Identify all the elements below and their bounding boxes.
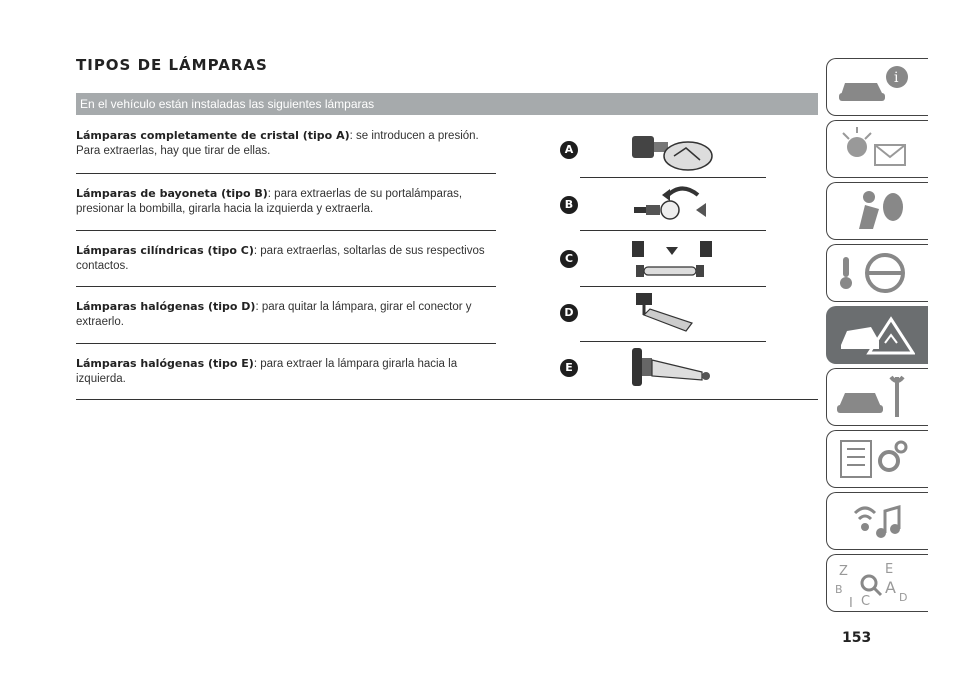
page-number: 153 xyxy=(842,630,872,646)
steering-wheel-icon xyxy=(835,251,915,295)
section-banner xyxy=(76,93,818,115)
entry-term: Lámparas completamente de cristal (tipo A) xyxy=(76,129,350,142)
tab-emergency[interactable] xyxy=(826,306,928,364)
car-info-icon xyxy=(835,65,915,109)
divider xyxy=(76,286,496,287)
svg-text:E: E xyxy=(885,562,894,577)
badge-b: B xyxy=(560,196,578,214)
car-emergency-icon xyxy=(835,313,915,357)
bayonet-lamp-icon xyxy=(626,183,716,229)
entry-type-b xyxy=(76,186,496,217)
entry-term: Lámparas halógenas (tipo E) xyxy=(76,357,254,370)
entry-term: Lámparas de bayoneta (tipo B) xyxy=(76,187,268,200)
svg-text:Z: Z xyxy=(839,564,848,579)
car-maintenance-icon xyxy=(835,375,915,419)
bottom-divider xyxy=(76,399,818,400)
entry-type-e xyxy=(76,356,496,387)
warning-lights-icon xyxy=(835,127,915,171)
divider xyxy=(580,230,766,231)
divider xyxy=(580,177,766,178)
svg-text:I: I xyxy=(849,596,853,611)
index-icon xyxy=(835,561,915,611)
entry-type-c xyxy=(76,243,496,274)
cylindrical-lamp-icon xyxy=(626,237,716,283)
seat-airbag-icon xyxy=(835,189,915,233)
divider xyxy=(76,173,496,174)
page-title: TIPOS DE LÁMPARAS xyxy=(76,56,268,74)
halogen-lamp-e-icon xyxy=(626,344,716,390)
entry-type-a xyxy=(76,128,496,159)
badge-a: A xyxy=(560,141,578,159)
entry-type-d xyxy=(76,299,496,330)
entry-term: Lámparas halógenas (tipo D) xyxy=(76,300,256,313)
halogen-lamp-d-icon xyxy=(626,291,716,337)
entry-term: Lámparas cilíndricas (tipo C) xyxy=(76,244,254,257)
tab-maintenance[interactable] xyxy=(826,368,928,426)
badge-e: E xyxy=(560,359,578,377)
badge-c: C xyxy=(560,250,578,268)
entry-text: : para extraerlas de su portalámparas, presionar la bombilla, girarla hacia la izquierda y extraerla. xyxy=(76,188,463,215)
svg-text:B: B xyxy=(835,583,843,596)
divider xyxy=(580,341,766,342)
svg-text:C: C xyxy=(861,594,871,609)
tab-car-info[interactable] xyxy=(826,58,928,116)
badge-d: D xyxy=(560,304,578,322)
banner-text: En el vehículo están instaladas las siguientes lámparas xyxy=(80,97,375,111)
glass-lamp-icon xyxy=(626,130,716,176)
tab-multimedia[interactable] xyxy=(826,492,928,550)
tab-warning-lights[interactable] xyxy=(826,120,928,178)
svg-text:i: i xyxy=(894,70,899,86)
multimedia-icon xyxy=(835,499,915,543)
entry-text: : para quitar la lámpara, girar el conector y extraerlo. xyxy=(76,301,472,328)
tab-steering[interactable] xyxy=(826,244,928,302)
divider xyxy=(76,230,496,231)
tab-technical-data[interactable] xyxy=(826,430,928,488)
entry-text: : para extraer la lámpara girarla hacia la izquierda. xyxy=(76,358,458,385)
technical-data-icon xyxy=(835,437,915,481)
entry-text: : para extraerlas, soltarlas de sus respectivos contactos. xyxy=(76,245,485,272)
svg-text:A: A xyxy=(885,578,896,597)
tab-index[interactable] xyxy=(826,554,928,612)
divider xyxy=(76,343,496,344)
entry-text: : se introducen a presión. Para extraerlas, hay que tirar de ellas. xyxy=(76,130,479,157)
svg-text:D: D xyxy=(899,591,908,604)
tab-seat-airbag[interactable] xyxy=(826,182,928,240)
divider xyxy=(580,286,766,287)
